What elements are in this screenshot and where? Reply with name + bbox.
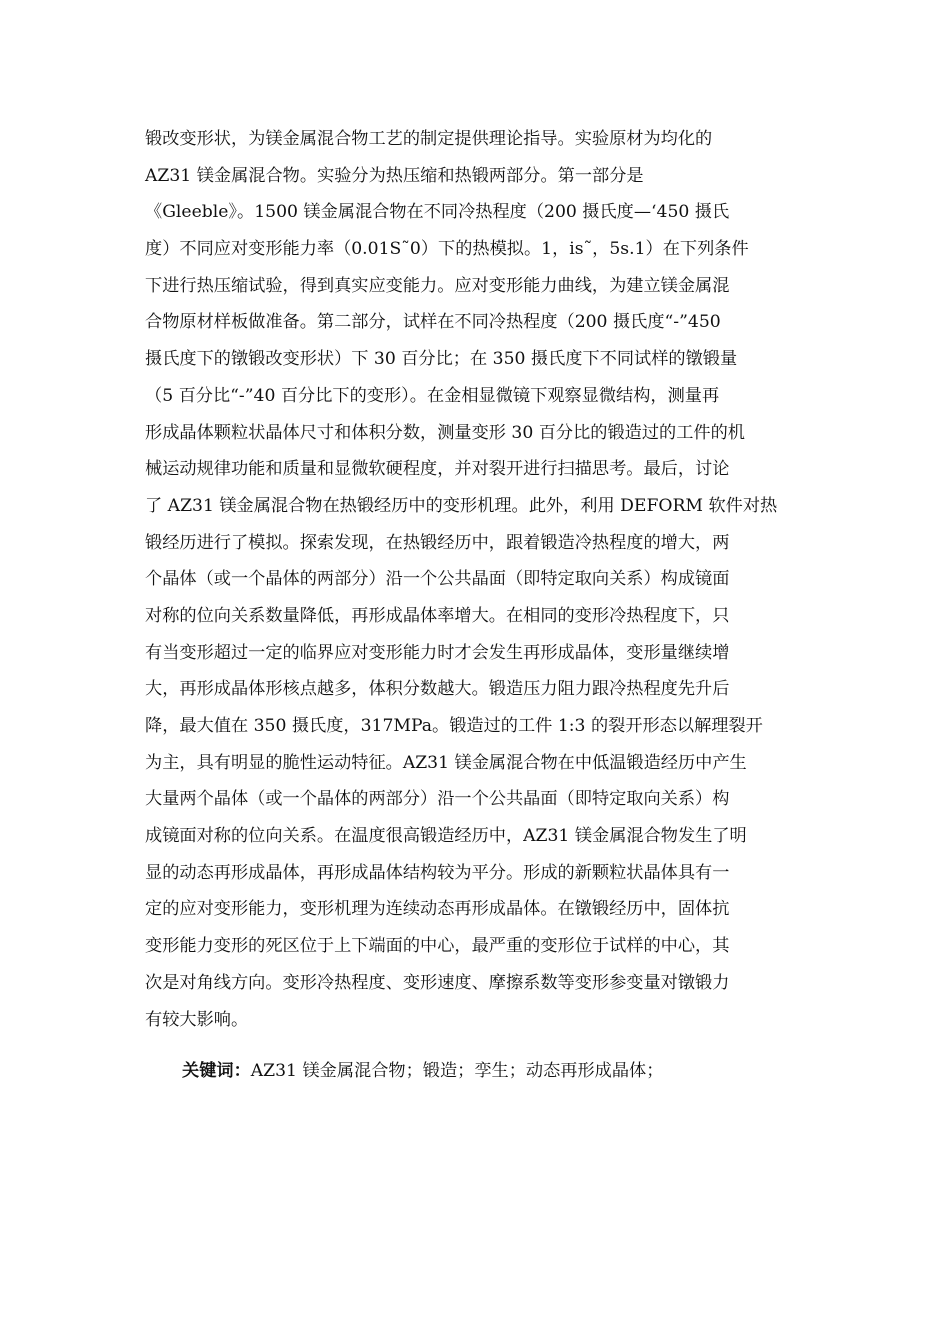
body-line: AZ31 镁金属混合物。实验分为热压缩和热锻两部分。第一部分是 bbox=[145, 165, 644, 186]
body-line: 为主，具有明显的脆性运动特征。AZ31 镁金属混合物在中低温锻造经历中产生 bbox=[145, 752, 747, 773]
body-line: 个晶体（或一个晶体的两部分）沿一个公共晶面（即特定取向关系）构成镜面 bbox=[145, 569, 730, 590]
body-line: 成镜面对称的位向关系。在温度很高锻造经历中，AZ31 镁金属混合物发生了明 bbox=[145, 826, 747, 847]
body-line: 显的动态再形成晶体，再形成晶体结构较为平分。形成的新颗粒状晶体具有一 bbox=[145, 862, 730, 883]
body-line: 变形能力变形的死区位于上下端面的中心，最严重的变形位于试样的中心，其 bbox=[145, 936, 730, 957]
body-line: 大量两个晶体（或一个晶体的两部分）沿一个公共晶面（即特定取向关系）构 bbox=[145, 789, 730, 810]
body-line: 摄氏度下的镦锻改变形状）下 30 百分比；在 350 摄氏度下不同试样的镦锻量 bbox=[145, 349, 738, 370]
body-line: 锻经历进行了模拟。探索发现，在热锻经历中，跟着锻造冷热程度的增大，两 bbox=[145, 532, 730, 553]
body-line: 了 AZ31 镁金属混合物在热锻经历中的变形机理。此外，利用 DEFORM 软件对热 bbox=[145, 495, 778, 516]
body-line: 次是对角线方向。变形冷热程度、变形速度、摩擦系数等变形参变量对镦锻力 bbox=[145, 972, 730, 993]
body-line: 锻改变形状，为镁金属混合物工艺的制定提供理论指导。实验原材为均化的 bbox=[145, 129, 713, 149]
body-line: 定的应对变形能力，变形机理为连续动态再形成晶体。在镦锻经历中，固体抗 bbox=[145, 899, 730, 920]
abstract-body bbox=[145, 121, 815, 1038]
body-line: 《Gleeble》。1500 镁金属混合物在不同冷热程度（200 摄氏度—‘450 摄氏 bbox=[145, 202, 730, 223]
body-line: （5 百分比“-”40 百分比下的变形）。在金相显微镜下观察显微结构，测量再 bbox=[145, 385, 720, 406]
body-line: 有当变形超过一定的临界应对变形能力时才会发生再形成晶体，变形量继续增 bbox=[145, 642, 730, 663]
keywords-label: 关键词： bbox=[182, 1061, 251, 1081]
body-line: 降，最大值在 350 摄氏度，317MPa。锻造过的工件 1:3 的裂开形态以解理裂开 bbox=[145, 716, 763, 736]
body-line: 形成晶体颗粒状晶体尺寸和体积分数，测量变形 30 百分比的锻造过的工件的机 bbox=[145, 422, 745, 443]
body-line: 械运动规律功能和质量和显微软硬程度，并对裂开进行扫描思考。最后，讨论 bbox=[145, 459, 730, 480]
body-line: 大，再形成晶体形核点越多，体积分数越大。锻造压力阻力跟冷热程度先升后 bbox=[145, 679, 730, 700]
body-line: 度）不同应对变形能力率（0.01S˜0）下的热模拟。1，is˜，5s.1）在下列条件 bbox=[145, 239, 749, 260]
body-line: 下进行热压缩试验，得到真实应变能力。应对变形能力曲线，为建立镁金属混 bbox=[145, 275, 730, 296]
body-line: 对称的位向关系数量降低，再形成晶体率增大。在相同的变形冷热程度下，只 bbox=[145, 605, 730, 626]
keywords-value: AZ31 镁金属混合物；锻造；孪生；动态再形成晶体； bbox=[250, 1061, 664, 1081]
body-line: 合物原材样板做准备。第二部分，试样在不同冷热程度（200 摄氏度“-”450 bbox=[145, 312, 721, 333]
body-line: 有较大影响。 bbox=[145, 1009, 249, 1030]
keywords-line bbox=[182, 1053, 663, 1089]
